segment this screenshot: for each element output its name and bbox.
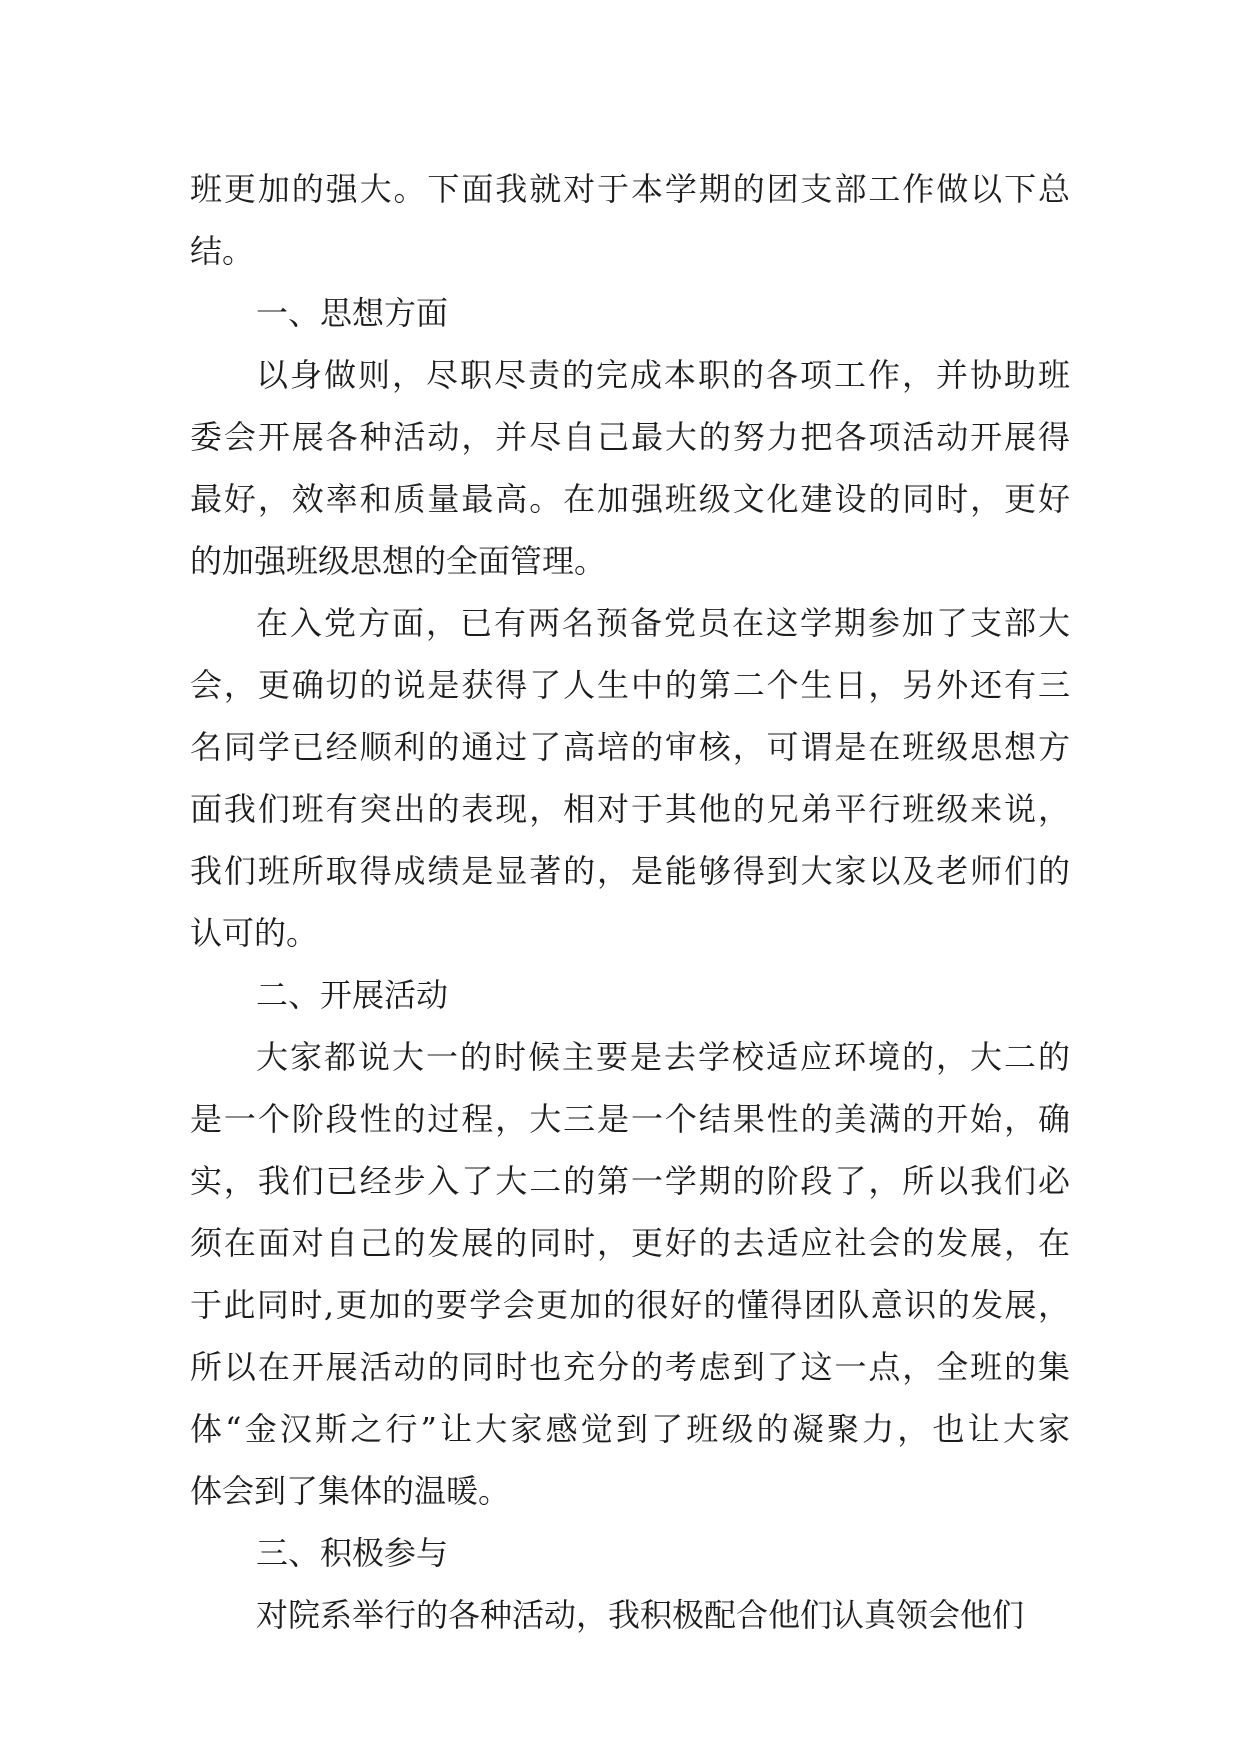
text-line: 面我们班有突出的表现，相对于其他的兄弟平行班级来说， — [190, 790, 1070, 828]
text-line: 是一个阶段性的过程，大三是一个结果性的美满的开始，确 — [190, 1100, 1070, 1138]
heading-text: 三、积极参与 — [256, 1534, 449, 1572]
text-line: 我们班所取得成绩是显著的，是能够得到大家以及老师们的 — [190, 852, 1070, 890]
document-body — [190, 158, 1070, 1646]
text-line: 实，我们已经步入了大二的第一学期的阶段了，所以我们必 — [190, 1162, 1070, 1200]
text-line: 于此同时,更加的要学会更加的很好的懂得团队意识的发展， — [190, 1286, 1070, 1324]
heading-text: 一、思想方面 — [256, 294, 449, 332]
text-line: 委会开展各种活动，并尽自己最大的努力把各项活动开展得 — [190, 418, 1070, 456]
text-line: 在入党方面，已有两名预备党员在这学期参加了支部大 — [256, 604, 1070, 642]
text-line: 所以在开展活动的同时也充分的考虑到了这一点，全班的集 — [190, 1348, 1070, 1386]
text-line: 体会到了集体的温暖。 — [190, 1472, 511, 1510]
text-line: 名同学已经顺利的通过了高培的审核，可谓是在班级思想方 — [190, 728, 1070, 766]
text-line: 最好，效率和质量最高。在加强班级文化建设的同时，更好 — [190, 480, 1070, 518]
text-line: 会，更确切的说是获得了人生中的第二个生日，另外还有三 — [190, 666, 1070, 704]
paragraph — [190, 344, 1070, 592]
text-line: 班更加的强大。下面我就对于本学期的团支部工作做以下总 — [190, 170, 1070, 208]
text-line: 的加强班级思想的全面管理。 — [190, 542, 607, 580]
text-line: 以身做则，尽职尽责的完成本职的各项工作，并协助班 — [256, 356, 1070, 394]
text-line: 结。 — [190, 232, 255, 270]
paragraph — [190, 592, 1070, 964]
text-line: 大家都说大一的时候主要是去学校适应环境的，大二的 — [256, 1038, 1070, 1076]
section-heading — [190, 1522, 1070, 1584]
text-line: 认可的。 — [190, 914, 319, 952]
text-line: 须在面对自己的发展的同时，更好的去适应社会的发展，在 — [190, 1224, 1070, 1262]
section-heading — [190, 282, 1070, 344]
paragraph — [190, 158, 1070, 282]
text-line: 体“金汉斯之行”让大家感觉到了班级的凝聚力，也让大家 — [190, 1410, 1070, 1448]
text-line: 对院系举行的各种活动，我积极配合他们认真领会他们 — [256, 1596, 1025, 1634]
section-heading — [190, 964, 1070, 1026]
heading-text: 二、开展活动 — [256, 976, 449, 1014]
paragraph — [190, 1026, 1070, 1522]
paragraph — [190, 1584, 1070, 1646]
